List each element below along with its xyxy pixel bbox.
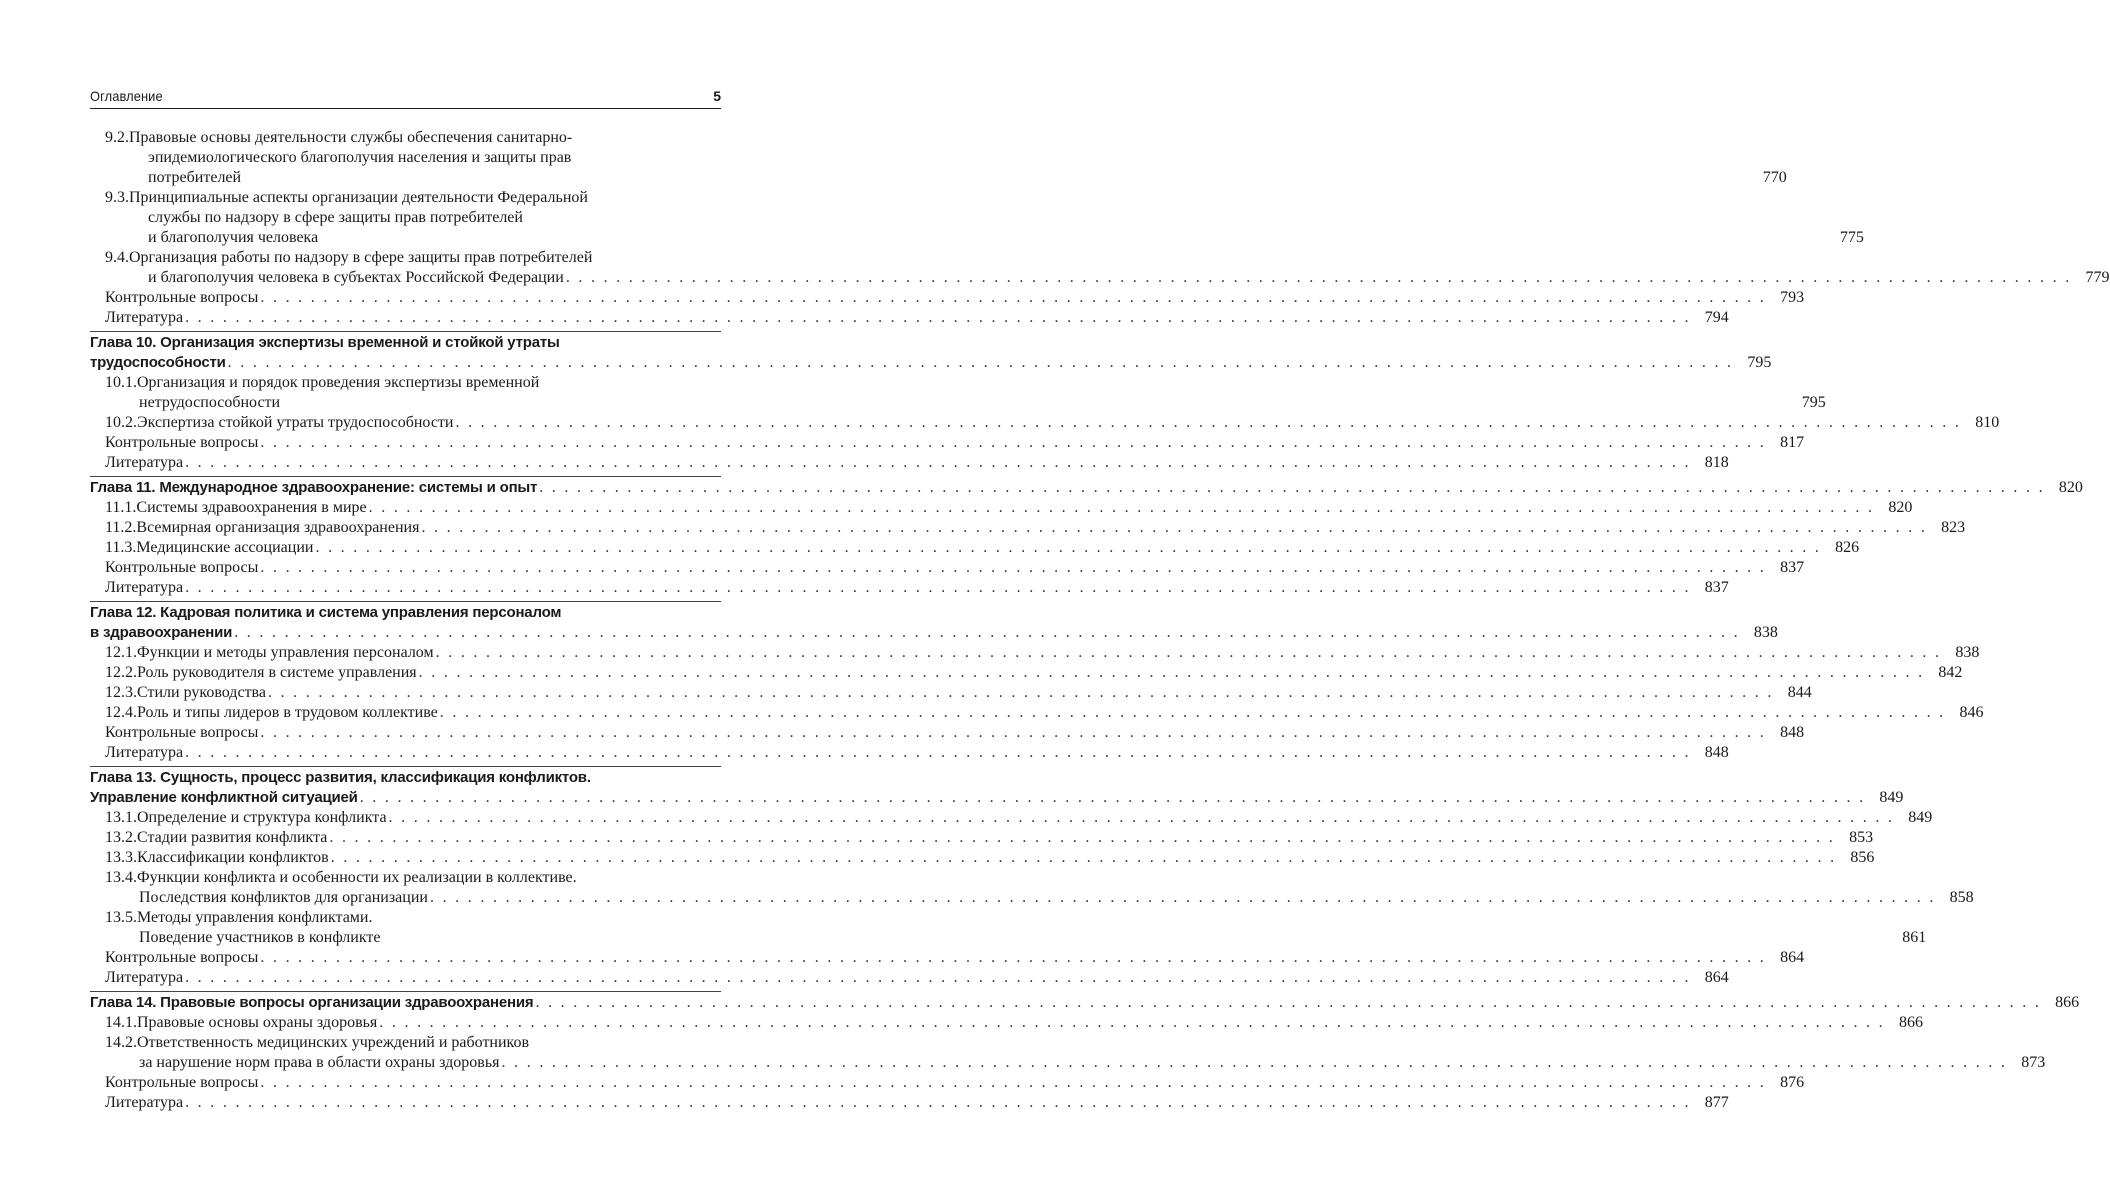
toc-line [90, 413, 2000, 433]
section-title-continuation: нетрудоспособности [139, 394, 281, 411]
dot-leader: . . . . . . . . . . . . . . . . . . . . . . . . . . . . . . . . . . . . . . . . . . . . . . . . . . . . . . . . . . . . . . . . . . . . . . . . . . . . . . . . . . . . . . . . . . . . . . . . . . . . . . . . . . . . . . . . . . . . . . . . [359, 789, 1866, 806]
dot-leader: . . . . . . . . . . . . . . . . . . . . . . . . . . . . . . . . . . . . . . . . . . . . . . . . . . . . . . . . . . . . . . . . . . . . . . . . . . . . . . . . . . . . . . . . . . . . . . . . . . . . . . . . . . . . . . . . . . . . . . . . [388, 809, 1895, 826]
toc-page-number: 775 [1839, 229, 1864, 246]
toc-chapter[interactable] [90, 768, 1904, 808]
toc-literature[interactable] [90, 743, 1729, 763]
section-number: 10.1. [105, 374, 137, 391]
toc-page-number: 795 [1801, 394, 1826, 411]
toc-line [90, 498, 1913, 518]
toc-literature[interactable] [90, 578, 1729, 598]
toc-line [90, 168, 1787, 188]
section-number: 13.3. [105, 849, 137, 866]
toc-section[interactable] [90, 188, 1864, 248]
toc-page-number: 820 [2058, 479, 2083, 496]
dot-leader: . . . . . . . . . . . . . . . . . . . . . . . . . . . . . . . . . . . . . . . . . . . . . . . . . . . . . . . . . . . . . . . . . . . . . . . . . . . . . . . . . . . . . . . . . . . . . . . . . . . . . . . . . . . . . . . . . . . . . . . . [267, 684, 1774, 701]
toc-page-number: 873 [2021, 1054, 2046, 1071]
chapter-title-text: Глава 11. Международное здравоохранение: системы и опыт [90, 479, 538, 496]
section-number: 11.2. [105, 519, 137, 536]
dot-leader: . . . . . . . . . . . . . . . . . . . . . . . . . . . . . . . . . . . . . . . . . . . . . . . . . . . . . . . . . . . . . . . . . . . . . . . . . . . . . . . . . . . . . . . . . . . . . . . . . . . . . . . . . . . . . . . . . . . . . . . . [379, 1014, 1885, 1031]
toc-line [90, 578, 1729, 598]
chapter-title-text: в здравоохранении [90, 624, 233, 641]
item-title-text: Литература [105, 454, 184, 471]
item-title-text: Литература [105, 744, 184, 761]
section-title-text: Принципиальные аспекты организации деятельности Федеральной [129, 189, 588, 206]
toc-section[interactable] [90, 1033, 2046, 1073]
chapter-title-text: Управление конфликтной ситуацией [90, 789, 358, 806]
toc-chapter[interactable] [90, 603, 1778, 643]
toc-page-number: 837 [1780, 559, 1805, 576]
toc-page-number: 810 [1975, 414, 2000, 431]
toc-chapter[interactable] [90, 478, 2083, 498]
section-title-text: Стили руководства [137, 684, 266, 701]
toc-section[interactable] [90, 413, 2000, 433]
toc-line [90, 968, 1729, 988]
dot-leader: . . . . . . . . . . . . . . . . . . . . . . . . . . . . . . . . . . . . . . . . . . . . . . . . . . . . . . . . . . . . . . . . . . . . . . . . . . . . . . . . . . . . . . . . . . . . . . . . . . . . . . . . . . . . . . . . . . . . . . . . [455, 414, 1962, 431]
toc-section[interactable] [90, 703, 1984, 723]
section-title-text: Определение и структура конфликта [137, 809, 387, 826]
toc-line [90, 288, 1805, 308]
toc-line [90, 228, 1864, 248]
toc-chapter[interactable] [90, 993, 2080, 1013]
toc-block [90, 128, 2110, 328]
dot-leader: . . . . . . . . . . . . . . . . . . . . . . . . . . . . . . . . . . . . . . . . . . . . . . . . . . . . . . . . . . . . . . . . . . . . . . . . . . . . . . . . . . . . . . . . . . . . . . . . . . . . . . . . . . . . . . . . . . . . . . . . [260, 949, 1767, 966]
toc-page-number: 838 [1753, 624, 1778, 641]
toc-line [90, 993, 2080, 1013]
section-title-continuation: Поведение участников в конфликте [139, 929, 381, 946]
toc-page-number: 846 [1959, 704, 1984, 721]
toc-section[interactable] [90, 538, 1860, 558]
dot-leader: . . . . . . . . . . . . . . . . . . . . . . . . . . . . . . . . . . . . . . . . . . . . . . . . . . . . . . . . . . . . . . . . . . . . . . . . . . . . . . . . . . . . . . . . . . . . . . . . . . . . . . . . . . . . . . . . . . . . . . . . [429, 889, 1936, 906]
toc-line [90, 518, 1966, 538]
dot-leader: . . . . . . . . . . . . . . . . . . . . . . . . . . . . . . . . . . . . . . . . . . . . . . . . . . . . . . . . . . . . . . . . . . . . . . . . . . . . . . . . . . . . . . . . . . . . . . . . . . . . . . . . . . . . . . . . . . . . . . . . [227, 354, 1734, 371]
section-title-continuation: Последствия конфликтов для организации [139, 889, 428, 906]
toc-page-number: 838 [1955, 644, 1980, 661]
toc-line [90, 643, 1980, 663]
toc-line [90, 1073, 1805, 1093]
section-title-text: Всемирная организация здравоохранения [136, 519, 420, 536]
toc-chapter[interactable] [90, 333, 1772, 373]
section-title-continuation: службы по надзору в сфере защиты прав потребителей [148, 209, 523, 226]
toc-literature[interactable] [90, 968, 1729, 988]
section-number: 14.1. [105, 1014, 137, 1031]
toc-page-number: 877 [1704, 1094, 1729, 1111]
toc-literature[interactable] [90, 453, 1729, 473]
toc-block [90, 476, 2083, 598]
section-title-text: Ответственность медицинских учреждений и работников [137, 1034, 530, 1051]
toc-line [90, 148, 721, 168]
toc-line [90, 908, 721, 928]
section-title-text: Функции и методы управления персоналом [137, 644, 434, 661]
chapter-title-text: Глава 13. Сущность, процесс развития, классификация конфликтов. [90, 769, 591, 786]
toc-page-number: 793 [1780, 289, 1805, 306]
toc-page-number: 876 [1780, 1074, 1805, 1091]
dot-leader: . . . . . . . . . . . . . . . . . . . . . . . . . . . . . . . . . . . . . . . . . . . . . . . . . . . . . . . . . . . . . . . . . . . . . . . . . . . . . . . . . . . . . . . . . . . . . . . . . . . . . . . . . . . . . . . . . . . . . . . . [234, 624, 1740, 641]
toc-line [90, 353, 1772, 373]
section-title-text: Системы здравоохранения в мире [136, 499, 367, 516]
toc-page-number: 795 [1747, 354, 1772, 371]
item-title-text: Литература [105, 1094, 184, 1111]
toc-page-number: 849 [1908, 809, 1933, 826]
toc-line [90, 768, 721, 788]
section-number: 12.4. [105, 704, 137, 721]
toc-page-number: 794 [1704, 309, 1729, 326]
item-title-text: Контрольные вопросы [105, 434, 259, 451]
toc-line [90, 683, 1812, 703]
toc-page-number: 818 [1704, 454, 1729, 471]
toc-section[interactable] [90, 1013, 1923, 1033]
chapter-title-text: Глава 12. Кадровая политика и система управления персоналом [90, 604, 562, 621]
dot-leader: . . . . . . . . . . . . . . . . . . . . . . . . . . . . . . . . . . . . . . . . . . . . . . . . . . . . . . . . . . . . . . . . . . . . . . . . . . . . . . . . . . . . . . . . . . . . . . . . . . . . . . . . . . . . . . . . . . . . . . . . [260, 289, 1767, 306]
toc-section[interactable] [90, 128, 1787, 188]
toc-page-number: 864 [1704, 969, 1729, 986]
toc-section[interactable] [90, 808, 1933, 828]
section-title-text: Правовые основы охраны здоровья [137, 1014, 378, 1031]
dot-leader: . . . . . . . . . . . . . . . . . . . . . . . . . . . . . . . . . . . . . . . . . . . . . . . . . . . . . . . . . . . . . . . . . . . . . . . . . . . . . . . . . . . . . . . . . . . . . . . . . . . . . . . . . . . . . . . . . . . . . . . . [418, 664, 1925, 681]
section-number: 11.1. [105, 499, 137, 516]
item-title-text: Литература [105, 969, 184, 986]
toc-line [90, 308, 1729, 328]
toc-review-questions[interactable] [90, 723, 1805, 743]
toc-block [90, 766, 1974, 988]
toc-line [90, 478, 2083, 498]
section-number: 12.3. [105, 684, 137, 701]
section-title-text: Роль и типы лидеров в трудовом коллективе [137, 704, 438, 721]
toc-line [90, 928, 1927, 948]
toc-section[interactable] [90, 663, 1963, 683]
dot-leader: . . . . . . . . . . . . . . . . . . . . . . . . . . . . . . . . . . . . . . . . . . . . . . . . . . . . . . . . . . . . . . . . . . . . . . . . . . . . . . . . . . . . . . . . . . . . . . . . . . . . . . . . . . . . . . . . . . . . . . . . [421, 519, 1928, 536]
toc-page-number: 848 [1780, 724, 1805, 741]
toc-page-number: 842 [1938, 664, 1963, 681]
chapter-title-text: Глава 10. Организация экспертизы временной и стойкой утраты [90, 334, 560, 351]
toc-review-questions[interactable] [90, 1073, 1805, 1093]
toc-page-number: 856 [1850, 849, 1875, 866]
toc-line [90, 208, 721, 228]
section-title-continuation: и благополучия человека в субъектах Российской Федерации [148, 269, 564, 286]
dot-leader: . . . . . . . . . . . . . . . . . . . . . . . . . . . . . . . . . . . . . . . . . . . . . . . . . . . . . . . . . . . . . . . . . . . . . . . . . . . . . . . . . . . . . . . . . . . . . . . . . . . . . . . . . . . . . . . . . . . . . . . . [185, 1094, 1691, 1111]
toc-line [90, 723, 1805, 743]
toc-line [90, 603, 721, 623]
section-number: 9.2. [105, 129, 129, 146]
section-title-text: Правовые основы деятельности службы обеспечения санитарно- [129, 129, 573, 146]
item-title-text: Контрольные вопросы [105, 1074, 259, 1091]
section-number: 13.2. [105, 829, 137, 846]
toc-line [90, 128, 721, 148]
toc-section[interactable] [90, 683, 1812, 703]
toc-line [90, 373, 721, 393]
dot-leader: . . . . . . . . . . . . . . . . . . . . . . . . . . . . . . . . . . . . . . . . . . . . . . . . . . . . . . . . . . . . . . . . . . . . . . . . . . . . . . . . . . . . . . . . . . . . . . . . . . . . . . . . . . . . . . . . . . . . . . . . [185, 744, 1691, 761]
toc-line [90, 1093, 1729, 1113]
toc-line [90, 1013, 1923, 1033]
running-header [90, 88, 721, 109]
section-number: 13.4. [105, 869, 137, 886]
toc-page-number: 826 [1835, 539, 1860, 556]
toc-review-questions[interactable] [90, 558, 1805, 578]
toc-page-number: 858 [1949, 889, 1974, 906]
page-number: 5 [713, 88, 721, 104]
toc-review-questions[interactable] [90, 433, 1805, 453]
toc-line [90, 333, 721, 353]
dot-leader: . . . . . . . . . . . . . . . . . . . . . . . . . . . . . . . . . . . . . . . . . . . . . . . . . . . . . . . . . . . . . . . . . . . . . . . . . . . . . . . . . . . . . . . . . . . . . . . . . . . . . . . . . . . . . . . . . . . . . . . . [185, 454, 1691, 471]
chapter-title-text: трудоспособности [90, 354, 226, 371]
toc-line [90, 788, 1904, 808]
toc-review-questions[interactable] [90, 288, 1805, 308]
section-number: 12.1. [105, 644, 137, 661]
section-number: 12.2. [105, 664, 137, 681]
toc-section[interactable] [90, 643, 1980, 663]
toc-page-number: 866 [2055, 994, 2080, 1011]
dot-leader: . . . . . . . . . . . . . . . . . . . . . . . . . . . . . . . . . . . . . . . . . . . . . . . . . . . . . . . . . . . . . . . . . . . . . . . . . . . . . . . . . . . . . . . . . . . . . . . . . . . . . . . . . . . . . . . . . . . . . . . . [368, 499, 1875, 516]
toc-section[interactable] [90, 848, 1875, 868]
toc-page-number: 853 [1849, 829, 1874, 846]
section-title-continuation: за нарушение норм права в области охраны здоровья [139, 1054, 500, 1071]
dot-leader: . . . . . . . . . . . . . . . . . . . . . . . . . . . . . . . . . . . . . . . . . . . . . . . . . . . . . . . . . . . . . . . . . . . . . . . . . . . . . . . . . . . . . . . . . . . . . . . . . . . . . . . . . . . . . . . . . . . . . . . . [260, 724, 1767, 741]
toc-review-questions[interactable] [90, 948, 1805, 968]
dot-leader: . . . . . . . . . . . . . . . . . . . . . . . . . . . . . . . . . . . . . . . . . . . . . . . . . . . . . . . . . . . . . . . . . . . . . . . . . . . . . . . . . . . . . . . . . . . . . . . . . . . . . . . . . . . . . . . . . . . . . . . . [439, 704, 1946, 721]
dot-leader: . . . . . . . . . . . . . . . . . . . . . . . . . . . . . . . . . . . . . . . . . . . . . . . . . . . . . . . . . . . . . . . . . . . . . . . . . . . . . . . . . . . . . . . . . . . . . . . . . . . . . . . . . . . . . . . . . . . . . . . . [329, 829, 1836, 846]
section-title-text: Медицинские ассоциации [136, 539, 314, 556]
toc-line [90, 868, 721, 888]
toc-line [90, 1053, 2046, 1073]
toc-section[interactable] [90, 868, 1974, 908]
toc-page-number: 864 [1780, 949, 1805, 966]
section-number: 11.3. [105, 539, 137, 556]
toc-page-number: 837 [1704, 579, 1729, 596]
section-title-text: Организация и порядок проведения экспертизы временной [137, 374, 540, 391]
toc-page-number: 848 [1704, 744, 1729, 761]
item-title-text: Контрольные вопросы [105, 949, 259, 966]
toc-page-number: 823 [1941, 519, 1966, 536]
toc-page-number: 820 [1888, 499, 1913, 516]
dot-leader: . . . . . . . . . . . . . . . . . . . . . . . . . . . . . . . . . . . . . . . . . . . . . . . . . . . . . . . . . . . . . . . . . . . . . . . . . . . . . . . . . . . . . . . . . . . . . . . . . . . . . . . . . . . . . . . . . . . . . . . . [565, 269, 2072, 286]
section-title-text: Организация работы по надзору в сфере защиты прав потребителей [129, 249, 593, 266]
item-title-text: Литература [105, 579, 184, 596]
toc-line [90, 433, 1805, 453]
table-of-contents [90, 128, 2110, 1113]
section-title-continuation: эпидемиологического благополучия населения и защиты прав [148, 149, 572, 166]
section-title-text: Стадии развития конфликта [137, 829, 328, 846]
toc-page-number: 849 [1879, 789, 1904, 806]
toc-line [90, 828, 1874, 848]
toc-line [90, 743, 1729, 763]
toc-line [90, 888, 1974, 908]
section-title-text: Классификации конфликтов [137, 849, 329, 866]
toc-line [90, 538, 1860, 558]
toc-line [90, 808, 1933, 828]
section-title-continuation: потребителей [148, 169, 242, 186]
toc-line [90, 188, 721, 208]
section-title-text: Роль руководителя в системе управления [137, 664, 417, 681]
section-title-text: Методы управления конфликтами. [137, 909, 373, 926]
dot-leader: . . . . . . . . . . . . . . . . . . . . . . . . . . . . . . . . . . . . . . . . . . . . . . . . . . . . . . . . . . . . . . . . . . . . . . . . . . . . . . . . . . . . . . . . . . . . . . . . . . . . . . . . . . . . . . . . . . . . . . . . [435, 644, 1942, 661]
section-number: 14.2. [105, 1034, 137, 1051]
toc-section[interactable] [90, 518, 1966, 538]
dot-leader: . . . . . . . . . . . . . . . . . . . . . . . . . . . . . . . . . . . . . . . . . . . . . . . . . . . . . . . . . . . . . . . . . . . . . . . . . . . . . . . . . . . . . . . . . . . . . . . . . . . . . . . . . . . . . . . . . . . . . . . . [260, 559, 1767, 576]
toc-line [90, 453, 1729, 473]
toc-section[interactable] [90, 373, 1826, 413]
dot-leader: . . . . . . . . . . . . . . . . . . . . . . . . . . . . . . . . . . . . . . . . . . . . . . . . . . . . . . . . . . . . . . . . . . . . . . . . . . . . . . . . . . . . . . . . . . . . . . . . . . . . . . . . . . . . . . . . . . . . . . . . [535, 994, 2042, 1011]
section-number: 9.4. [105, 249, 129, 266]
header-title: Оглавление [90, 88, 163, 104]
item-title-text: Контрольные вопросы [105, 289, 259, 306]
section-title-text: Экспертиза стойкой утраты трудоспособности [137, 414, 454, 431]
toc-line [90, 1033, 721, 1053]
toc-line [90, 623, 1778, 643]
section-number: 13.5. [105, 909, 137, 926]
chapter-title-text: Глава 14. Правовые вопросы организации здравоохранения [90, 994, 534, 1011]
dot-leader: . . . . . . . . . . . . . . . . . . . . . . . . . . . . . . . . . . . . . . . . . . . . . . . . . . . . . . . . . . . . . . . . . . . . . . . . . . . . . . . . . . . . . . . . . . . . . . . . . . . . . . . . . . . . . . . . . . . . . . . . [260, 434, 1767, 451]
toc-page-number: 861 [1902, 929, 1927, 946]
toc-line [90, 248, 721, 268]
section-number: 13.1. [105, 809, 137, 826]
toc-section[interactable] [90, 828, 1874, 848]
toc-block [90, 991, 2080, 1113]
dot-leader: . . . . . . . . . . . . . . . . . . . . . . . . . . . . . . . . . . . . . . . . . . . . . . . . . . . . . . . . . . . . . . . . . . . . . . . . . . . . . . . . . . . . . . . . . . . . . . . . . . . . . . . . . . . . . . . . . . . . . . . . [260, 1074, 1767, 1091]
section-title-text: Функции конфликта и особенности их реализации в коллективе. [137, 869, 577, 886]
item-title-text: Литература [105, 309, 184, 326]
toc-page-number: 866 [1898, 1014, 1923, 1031]
dot-leader: . . . . . . . . . . . . . . . . . . . . . . . . . . . . . . . . . . . . . . . . . . . . . . . . . . . . . . . . . . . . . . . . . . . . . . . . . . . . . . . . . . . . . . . . . . . . . . . . . . . . . . . . . . . . . . . . . . . . . . . . [330, 849, 1837, 866]
toc-line [90, 268, 2110, 288]
dot-leader: . . . . . . . . . . . . . . . . . . . . . . . . . . . . . . . . . . . . . . . . . . . . . . . . . . . . . . . . . . . . . . . . . . . . . . . . . . . . . . . . . . . . . . . . . . . . . . . . . . . . . . . . . . . . . . . . . . . . . . . . [539, 479, 2045, 496]
dot-leader: . . . . . . . . . . . . . . . . . . . . . . . . . . . . . . . . . . . . . . . . . . . . . . . . . . . . . . . . . . . . . . . . . . . . . . . . . . . . . . . . . . . . . . . . . . . . . . . . . . . . . . . . . . . . . . . . . . . . . . . . [185, 969, 1691, 986]
toc-page-number: 844 [1787, 684, 1812, 701]
toc-line [90, 948, 1805, 968]
toc-line [90, 558, 1805, 578]
dot-leader: . . . . . . . . . . . . . . . . . . . . . . . . . . . . . . . . . . . . . . . . . . . . . . . . . . . . . . . . . . . . . . . . . . . . . . . . . . . . . . . . . . . . . . . . . . . . . . . . . . . . . . . . . . . . . . . . . . . . . . . . [185, 309, 1691, 326]
toc-line [90, 663, 1963, 683]
toc-line [90, 703, 1984, 723]
item-title-text: Контрольные вопросы [105, 559, 259, 576]
dot-leader: . . . . . . . . . . . . . . . . . . . . . . . . . . . . . . . . . . . . . . . . . . . . . . . . . . . . . . . . . . . . . . . . . . . . . . . . . . . . . . . . . . . . . . . . . . . . . . . . . . . . . . . . . . . . . . . . . . . . . . . . [185, 579, 1691, 596]
toc-block [90, 601, 1984, 763]
toc-page-number: 817 [1780, 434, 1805, 451]
toc-section[interactable] [90, 498, 1913, 518]
section-number: 10.2. [105, 414, 137, 431]
toc-block [90, 331, 2000, 473]
toc-line [90, 848, 1875, 868]
toc-page-number: 779 [2085, 269, 2110, 286]
toc-literature[interactable] [90, 308, 1729, 328]
dot-leader: . . . . . . . . . . . . . . . . . . . . . . . . . . . . . . . . . . . . . . . . . . . . . . . . . . . . . . . . . . . . . . . . . . . . . . . . . . . . . . . . . . . . . . . . . . . . . . . . . . . . . . . . . . . . . . . . . . . . . . . . [315, 539, 1822, 556]
dot-leader: . . . . . . . . . . . . . . . . . . . . . . . . . . . . . . . . . . . . . . . . . . . . . . . . . . . . . . . . . . . . . . . . . . . . . . . . . . . . . . . . . . . . . . . . . . . . . . . . . . . . . . . . . . . . . . . . . . . . . . . . [501, 1054, 2008, 1071]
item-title-text: Контрольные вопросы [105, 724, 259, 741]
toc-page-number: 770 [1762, 169, 1787, 186]
section-number: 9.3. [105, 189, 129, 206]
toc-line [90, 393, 1826, 413]
toc-literature[interactable] [90, 1093, 1729, 1113]
section-title-continuation: и благополучия человека [148, 229, 319, 246]
toc-section[interactable] [90, 908, 1927, 948]
toc-section[interactable] [90, 248, 2110, 288]
